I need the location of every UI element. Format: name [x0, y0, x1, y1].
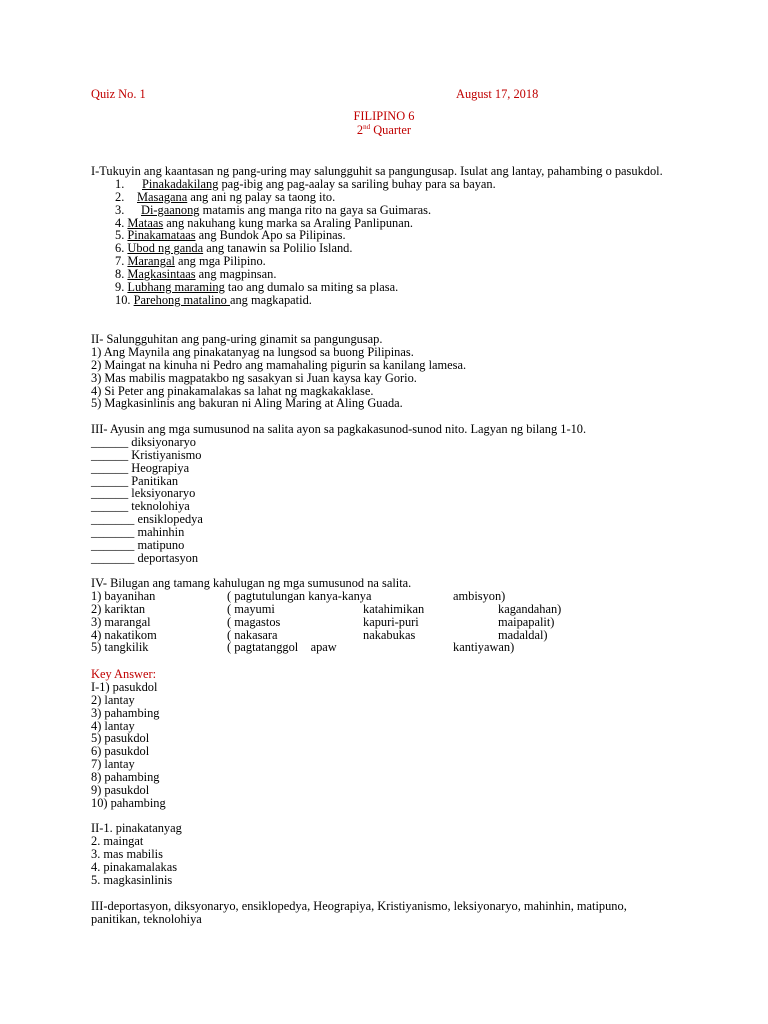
list-item: 2) Maingat na kinuha ni Pedro ang mamahaling pigurin sa kanilang lamesa.: [91, 357, 467, 372]
quarter-word: Quarter: [370, 123, 412, 137]
table-row: 3) marangal ( magastos kapuri-puri maipapalit): [91, 614, 555, 629]
list-item: 9) pasukdol: [91, 783, 150, 798]
section-2-instruction: II- Salungguhitan ang pang-uring ginamit sa pangungusap.: [91, 332, 383, 346]
list-item: 3. Di-gaanong matamis ang manga rito na gaya sa Guimaras.: [115, 202, 432, 217]
quiz-date: August 17, 2018: [456, 87, 539, 101]
list-item: 3) pahambing: [91, 705, 160, 720]
list-item: ______ Panitikan: [91, 473, 179, 488]
list-item: ______ Kristiyanismo: [91, 447, 202, 462]
list-item: _______ mahinhin: [91, 525, 185, 540]
list-item: ______ Heograpiya: [91, 460, 190, 475]
answer-key: [91, 668, 691, 810]
list-item: 8) pahambing: [91, 770, 160, 785]
section-3-instruction: III- Ayusin ang mga sumusunod na salita ayon sa pagkakasunod-sunod nito. Lagyan ng bilang 1-10.: [91, 422, 587, 436]
quarter-suffix: nd: [363, 122, 371, 131]
list-item: 5. magkasinlinis: [91, 872, 173, 887]
answer-key-part-2: [91, 822, 691, 886]
list-item: 10) pahambing: [91, 795, 166, 810]
list-item: 1) Ang Maynila ang pinakatanyag na lungsod sa buong Pilipinas.: [91, 344, 414, 359]
list-item: 2. Masagana ang ani ng palay sa taong ito.: [115, 189, 336, 204]
section-1-instruction: I-Tukuyin ang kaantasan ng pang-uring may salungguhit sa pangungusap. Isulat ang lantay, pahambing o pasukdol.: [91, 164, 663, 178]
section-3: [91, 423, 691, 565]
list-item: 2. maingat: [91, 833, 144, 848]
answer-key-title: Key Answer:: [91, 667, 157, 681]
list-item: 5. Pinakamataas ang Bundok Apo sa Pilipinas.: [115, 228, 346, 243]
quiz-number: Quiz No. 1: [91, 87, 146, 101]
list-item: 5) pasukdol: [91, 731, 150, 746]
list-item: 4) lantay: [91, 718, 135, 733]
answer-key-part-3: [91, 900, 651, 926]
list-item: 3. mas mabilis: [91, 846, 163, 861]
list-item: _______ deportasyon: [91, 550, 199, 565]
quarter-label: [0, 124, 768, 137]
list-item: 6) pasukdol: [91, 744, 150, 759]
list-item: I-1) pasukdol: [91, 679, 158, 694]
list-item: 7) lantay: [91, 757, 135, 772]
quarter-number: 2: [356, 123, 364, 137]
list-item: 7. Marangal ang mga Pilipino.: [115, 254, 266, 269]
list-item: 2) lantay: [91, 692, 135, 707]
list-item: ______ teknolohiya: [91, 499, 190, 514]
list-item: 8. Magkasintaas ang magpinsan.: [115, 267, 277, 282]
list-item: 9. Lubhang maraming tao ang dumalo sa miting sa plasa.: [115, 280, 399, 295]
list-item: ______ diksiyonaryo: [91, 434, 196, 449]
list-item: _______ matipuno: [91, 538, 185, 553]
section-4: [91, 577, 691, 654]
list-item: 5) Magkasinlinis ang bakuran ni Aling Maring at Aling Guada.: [91, 396, 403, 411]
section-4-instruction: IV- Bilugan ang tamang kahulugan ng mga sumusunod na salita.: [91, 576, 412, 590]
list-item: 1. Pinakadakilang pag-ibig ang pag-aalay sa sariling buhay para sa bayan.: [115, 176, 496, 191]
list-item: 10. Parehong matalino ang magkapatid.: [115, 292, 312, 307]
list-item: 4) Si Peter ang pinakamalakas sa lahat ng magkakaklase.: [91, 383, 374, 398]
table-row: 4) nakatikom ( nakasara nakabukas madaldal): [91, 627, 548, 642]
answer-key-part-3-text: III-deportasyon, diksyonaryo, ensiklopedya, Heograpiya, Kristiyanismo, leksiyonaryo, mahinhin, matipuno, panitikan, teknolohiya: [91, 899, 627, 926]
subject-title: FILIPINO 6: [353, 109, 415, 123]
list-item: _______ ensiklopedya: [91, 512, 203, 527]
table-row: 1) bayanihan ( pagtutulungan kanya-kanya ambisyon): [91, 588, 506, 603]
list-item: 4. pinakamalakas: [91, 859, 178, 874]
list-item: ______ leksiyonaryo: [91, 486, 196, 501]
list-item: 6. Ubod ng ganda ang tanawin sa Polilio Island.: [115, 241, 353, 256]
list-item: 3) Mas mabilis magpatakbo ng sasakyan si Juan kaysa kay Gorio.: [91, 370, 417, 385]
list-item: II-1. pinakatanyag: [91, 821, 182, 835]
table-row: 5) tangkilik ( pagtatanggol apaw kantiyawan): [91, 640, 515, 655]
section-1: [91, 165, 691, 307]
table-row: 2) kariktan ( mayumi katahimikan kagandahan): [91, 601, 562, 616]
section-2: [91, 333, 691, 410]
list-item: 4. Mataas ang nakuhang kung marka sa Araling Panlipunan.: [115, 215, 414, 230]
